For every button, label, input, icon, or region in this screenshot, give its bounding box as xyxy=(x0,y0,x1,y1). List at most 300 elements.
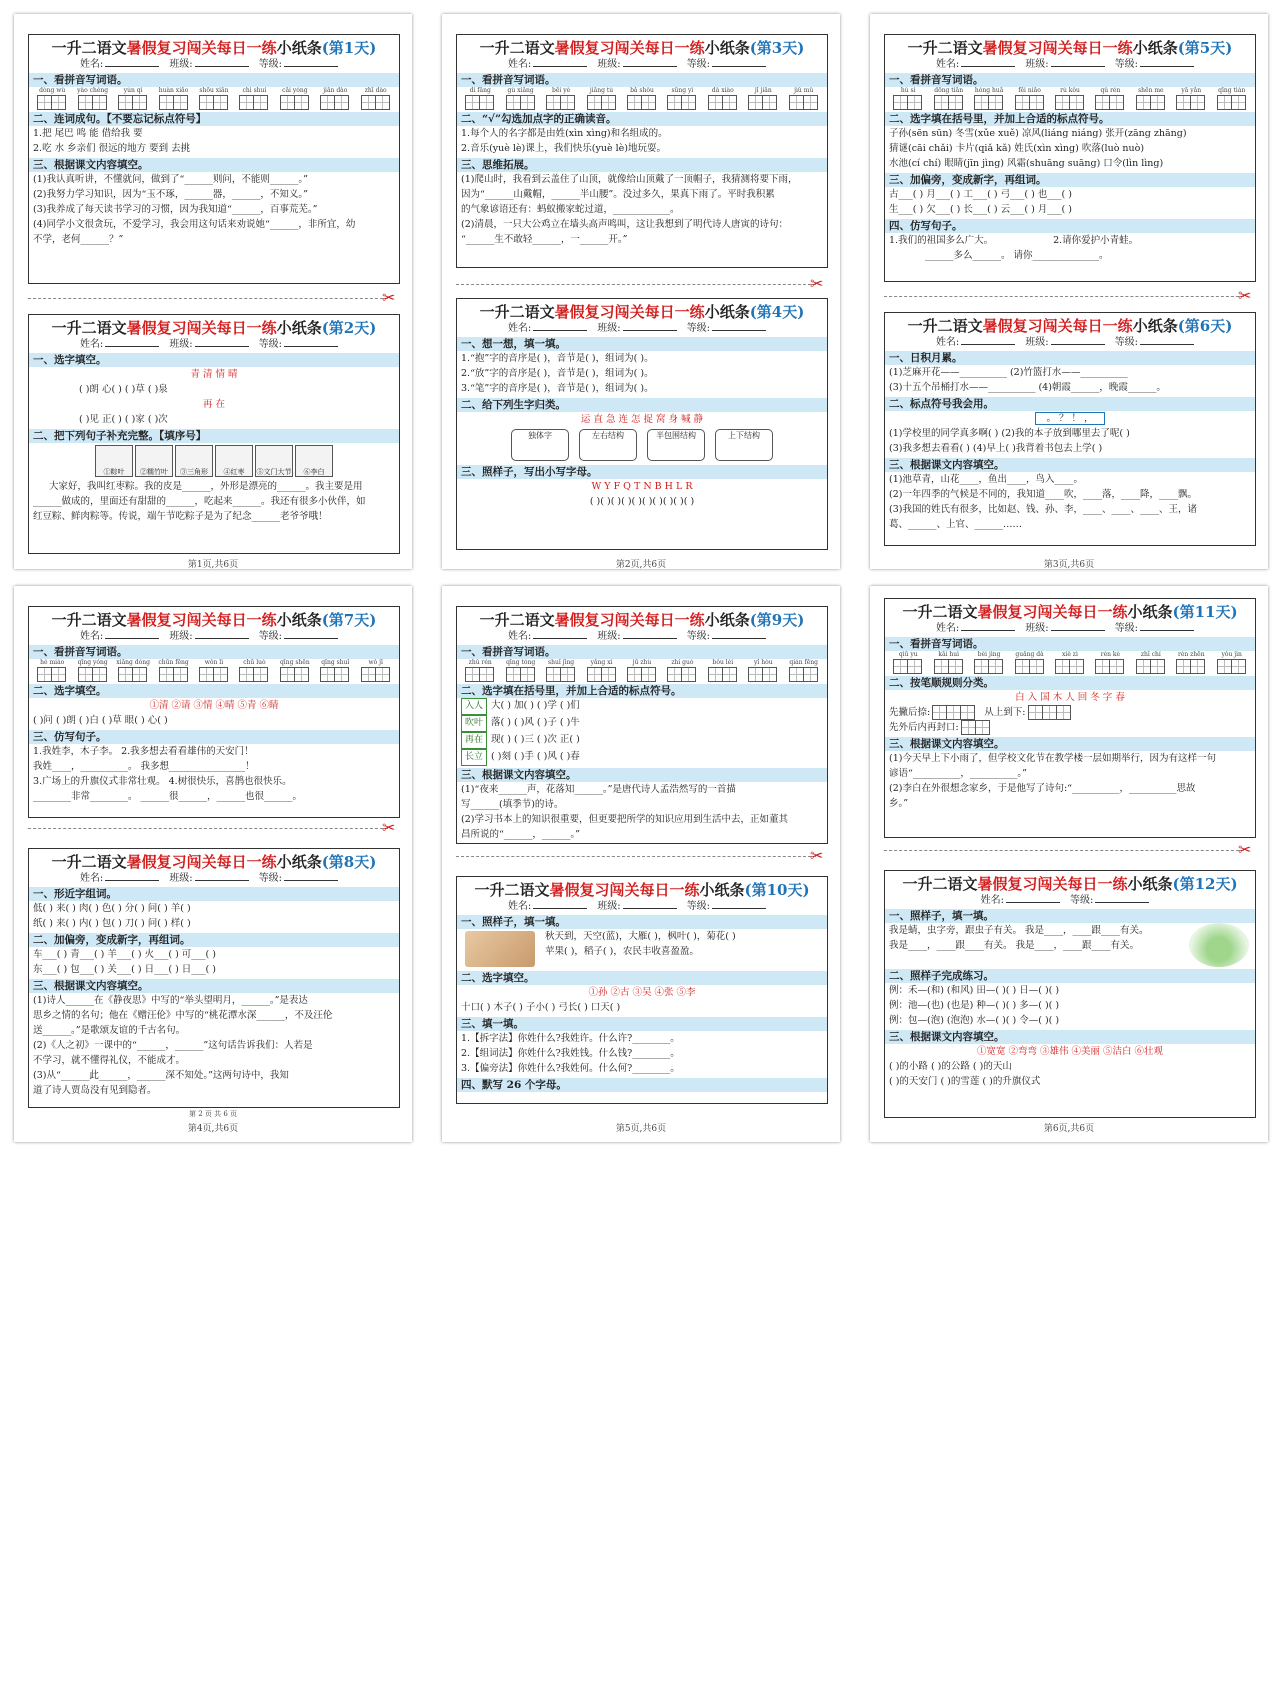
pinyin-label: chū luò xyxy=(243,659,266,666)
writing-cells xyxy=(1213,95,1251,110)
pinyin-label: hù sì xyxy=(900,87,916,94)
scissors-icon: ✂ xyxy=(382,818,396,837)
pinyin-label: zhí guó xyxy=(671,659,694,666)
pinyin-box xyxy=(461,659,499,682)
pinyin-box xyxy=(1091,87,1129,110)
pinyin-label: zhī dào xyxy=(364,87,387,94)
pinyin-label: qīng shēn xyxy=(279,659,310,666)
char-list: 运 直 急 连 怎 捉 窝 身 喊 静 xyxy=(580,414,704,425)
slip-title: 一升二语文暑假复习闯关每日一练小纸条(第7天) xyxy=(51,611,377,629)
question-line: 例：池—(也) (也是) 种—( )( ) 多—( )( ) xyxy=(889,1000,1060,1011)
question-line: 1.把 尾巴 鸣 能 借给我 要 xyxy=(33,128,143,139)
question-line: (3)我养成了每天读书学习的习惯，因为我知道“______，百事荒芜。” xyxy=(33,204,318,215)
section-heading: 三、根据课文内容填空。 xyxy=(29,979,399,993)
writing-cells xyxy=(33,667,71,682)
question-line: (1)诗人______在《静夜思》中写的“举头望明月，______。”是表达 xyxy=(33,995,308,1006)
section-heading: 三、根据课文内容填空。 xyxy=(457,768,827,782)
question-line: 吹叶 落( ) ( )风 ( )子 ( )牛 xyxy=(457,715,827,732)
writing-cells xyxy=(623,95,661,110)
pinyin-label: jū zhù xyxy=(632,659,652,666)
question-line: 葛、______、上官、______…… xyxy=(889,519,1023,530)
cut-line xyxy=(456,856,816,857)
pinyin-box xyxy=(663,659,701,682)
word-pair: 再在 xyxy=(461,732,487,749)
slip-day-4 xyxy=(456,298,828,550)
question-line: 子孙(sēn sūn) 冬雪(xǔe xuě) 凉风(liáng niáng) 张开(zāng zhāng) xyxy=(889,128,1187,139)
pinyin-label: wǒn lì xyxy=(204,659,224,666)
pinyin-box xyxy=(195,659,233,682)
pinyin-box xyxy=(889,87,927,110)
question-line: 不学习，就不懂得礼仪，不能成才。 xyxy=(33,1055,186,1066)
question-line: (1)“夜来______声，花落知______。”是唐代诗人孟浩然写的一首描 xyxy=(461,784,736,795)
question-line: 1.我们的祖国多么广大。 2.请你爱护小青蛙。 xyxy=(889,235,1139,246)
writing-cells xyxy=(1132,659,1170,674)
question-line: 我是蜻，虫字旁，跟虫子有关。 我是____，____跟____有关。 xyxy=(889,925,1149,936)
pinyin-label: jǐ jiān xyxy=(754,87,772,94)
char-options: ①孙 ②古 ③吴 ④张 ⑤李 xyxy=(588,987,696,998)
question-line: 因为“______山戴帽，______半山腰”。没过多久，果真下雨了。平时我积累 xyxy=(461,189,775,200)
pinyin-label: wǒ jī xyxy=(368,659,383,666)
question-line: (2)《人之初》一课中的“______，______”这句话告诉我们：人若是 xyxy=(33,1040,313,1051)
section-heading: 四、默写 26 个字母。 xyxy=(457,1078,827,1092)
pinyin-box xyxy=(663,87,701,110)
pinyin-box xyxy=(114,87,152,110)
paragraph-line: ______做成的，里面还有甜甜的______，吃起来______。我还有很多小伙伴，如 xyxy=(33,496,366,507)
pinyin-label: chūn fēng xyxy=(158,659,189,666)
student-info: 姓名: 班级: 等级: xyxy=(29,871,399,885)
pinyin-box xyxy=(542,87,580,110)
word-pair: 入人 xyxy=(461,698,487,715)
question-line: 我是____，____跟____有关。 我是____，____跟____有关。 xyxy=(889,940,1140,951)
student-info: 姓名: 班级: 等级: xyxy=(457,321,827,335)
punctuation-box: 。 ？ ！ ， xyxy=(1035,412,1104,425)
question-line: 东___( ) 包___( ) 关___( ) 日___( ) 日___( ) xyxy=(33,964,216,975)
section-heading: 三、填一填。 xyxy=(457,1017,827,1031)
pinyin-box xyxy=(195,87,233,110)
paragraph-line: 大家好，我叫红枣粽。我的皮是______，外形是漂亮的______。我主要是用 xyxy=(49,481,363,492)
slip-title: 一升二语文暑假复习闯关每日一练小纸条(第6天) xyxy=(907,317,1233,335)
page-number-small: 第 2 页 共 6 页 xyxy=(188,1110,238,1118)
pinyin-label: sūng yì xyxy=(671,87,694,94)
section-heading: 二、选字填在括号里，并加上合适的标点符号。 xyxy=(457,684,827,698)
question-line: 水池(cí chí) 眼睛(jīn jìng) 风霜(shuāng suāng) 口令(lìn lìng) xyxy=(889,158,1164,169)
pinyin-label: zhǔ rén xyxy=(468,659,492,666)
word-pair: 吹叶 xyxy=(461,715,487,732)
pinyin-label: qiū yu xyxy=(898,651,918,658)
slip-title: 一升二语文暑假复习闯关每日一练小纸条(第8天) xyxy=(51,853,377,871)
pinyin-box xyxy=(316,87,354,110)
writing-cells xyxy=(1010,95,1048,110)
pinyin-box xyxy=(623,87,661,110)
writing-cells xyxy=(1172,95,1210,110)
slip-title: 一升二语文暑假复习闯关每日一练小纸条(第5天) xyxy=(907,39,1233,57)
frog-illustration xyxy=(1189,923,1249,967)
page-2 xyxy=(442,14,840,569)
writing-cells xyxy=(316,95,354,110)
writing-cells xyxy=(1091,95,1129,110)
writing-cells xyxy=(889,95,927,110)
student-info: 姓名: 班级: 等级: xyxy=(457,629,827,643)
writing-cells xyxy=(970,95,1008,110)
answer-parens: ( )( )( )( )( )( )( )( )( )( ) xyxy=(589,496,695,507)
writing-cells xyxy=(970,659,1008,674)
pinyin-grid xyxy=(457,659,827,682)
writing-cells xyxy=(1010,659,1048,674)
pinyin-label: bēi yè xyxy=(552,87,571,94)
page-4 xyxy=(14,586,412,1142)
page-1 xyxy=(14,14,412,569)
slip-day-11 xyxy=(884,598,1256,838)
pinyin-label: qǔ rén xyxy=(1100,87,1121,94)
writing-cells xyxy=(542,95,580,110)
structure-box: 独体字 xyxy=(511,429,569,461)
question-line: 我姓____，__________。 我多想________________！ xyxy=(33,761,255,772)
student-info: 姓名: 班级: 等级: xyxy=(885,57,1255,71)
section-heading: 三、根据课文内容填空。 xyxy=(29,158,399,172)
slip-day-6 xyxy=(884,312,1256,546)
pinyin-label: qián fēng xyxy=(789,659,819,666)
char-options: ①清 ②请 ③情 ④晴 ⑤青 ⑥睛 xyxy=(149,700,279,711)
zongzi-picture: ①粽叶 xyxy=(95,445,133,477)
question-line: (3)从“______此______，______深不知处。”这两句诗中，我知 xyxy=(33,1070,289,1081)
section-heading: 二、连词成句。【不要忘记标点符号】 xyxy=(29,112,399,126)
question-line: (2)学习书本上的知识很重要，但更要把所学的知识应用到生活中去，正如董其 xyxy=(461,814,788,825)
pinyin-label: guǎng dà xyxy=(1015,651,1044,658)
pinyin-box xyxy=(744,659,782,682)
pinyin-grid xyxy=(457,87,827,110)
question-line: (1)今天早上下小雨了，但学校文化节在教学楼一层如期举行，因为有这样一句 xyxy=(889,753,1216,764)
zongzi-picture: ③三角形 xyxy=(175,445,213,477)
slip-title: 一升二语文暑假复习闯关每日一练小纸条(第12天) xyxy=(902,875,1238,893)
student-info: 姓名: 班级: 等级: xyxy=(29,57,399,71)
writing-cells xyxy=(1132,95,1170,110)
pinyin-label: yǐ hòu xyxy=(754,659,773,666)
question-line: (1)池草青，山花____，鱼出____，鸟入____。 xyxy=(889,474,1083,485)
question-line: 秋天到，天空(蓝)，大雁( )，枫叶( )，菊花( ) xyxy=(545,931,736,942)
pinyin-box xyxy=(276,659,314,682)
slip-day-10 xyxy=(456,876,828,1104)
slip-day-1 xyxy=(28,34,400,284)
zongzi-picture: ②糯竹叶 xyxy=(135,445,173,477)
slip-title: 一升二语文暑假复习闯关每日一练小纸条(第3天) xyxy=(479,39,805,57)
question-line: 猜谜(cāi chǎi) 卡片(qiǎ kǎ) 姓氏(xìn xìng) 吹落(luò nuò) xyxy=(889,143,1145,154)
question-line: (1)我认真听讲，不懂就问，做到了“______则问，不能则______。” xyxy=(33,174,308,185)
pinyin-box xyxy=(889,651,927,674)
question-line: 2.吃 水 乡亲们 很远的地方 要到 去挑 xyxy=(33,143,191,154)
writing-cells xyxy=(461,95,499,110)
char-list: 白 入 国 木 人 回 冬 字 春 xyxy=(1015,692,1125,703)
word-pair: 长立 xyxy=(461,749,487,766)
pinyin-box xyxy=(357,659,395,682)
pinyin-box xyxy=(276,87,314,110)
question-line: 写______(填季节)的诗。 xyxy=(461,799,564,810)
slip-day-3 xyxy=(456,34,828,268)
writing-cells xyxy=(542,667,580,682)
question-line: 昌所说的“______，______。” xyxy=(461,829,580,840)
writing-cells xyxy=(1213,659,1251,674)
pinyin-box xyxy=(744,87,782,110)
question-line: 不学，老何______？” xyxy=(33,234,124,245)
pinyin-label: dōng tiān xyxy=(934,87,964,94)
pinyin-box xyxy=(970,87,1008,110)
writing-cells xyxy=(623,667,661,682)
question-line: 十口( ) 木子( ) 子小( ) 弓长( ) 口天( ) xyxy=(461,1002,621,1013)
pinyin-box xyxy=(1091,651,1129,674)
section-heading: 三、照样子，写出小写字母。 xyxy=(457,465,827,479)
question-line: 1.每个人的名字都是由姓(xìn xìng)和名组成的。 xyxy=(461,128,668,139)
question-line: (4)同学小文很贪玩，不爱学习，我会用这句话来劝说她“______，非所宜，幼 xyxy=(33,219,356,230)
zongzi-picture: ④红枣 xyxy=(215,445,253,477)
pinyin-box xyxy=(501,659,539,682)
pinyin-label: rèn kè xyxy=(1100,651,1121,658)
pinyin-label: rèn zhēn xyxy=(1177,651,1205,658)
pinyin-label: dà xiào xyxy=(711,87,734,94)
pinyin-box xyxy=(1132,651,1170,674)
pinyin-label: hóng huā xyxy=(974,87,1004,94)
pinyin-label: yào chéng xyxy=(77,87,109,94)
question-line: 例：禾—(和) (和风) 田—( )( ) 日—( )( ) xyxy=(889,985,1060,996)
pinyin-label: jiǔ mǔ xyxy=(794,87,814,94)
writing-cells xyxy=(582,95,620,110)
structure-boxes xyxy=(457,427,827,463)
pinyin-box xyxy=(114,659,152,682)
pinyin-box xyxy=(316,659,354,682)
question-line: 生___( ) 欠___( ) 长___( ) 云___( ) 月___( ) xyxy=(889,204,1072,215)
char-options: 青 清 情 晴 xyxy=(190,369,238,380)
pinyin-label: gù xiāng xyxy=(507,87,534,94)
pinyin-grid xyxy=(29,87,399,110)
section-heading: 三、根据课文内容填空。 xyxy=(885,458,1255,472)
paragraph-line: 红豆粽、鲜肉粽等。传说，端午节吃粽子是为了纪念______老爷爷哦！ xyxy=(33,511,328,522)
pinyin-box xyxy=(461,87,499,110)
writing-cells xyxy=(73,667,111,682)
page-number: 第3页,共6页 xyxy=(1043,560,1095,570)
pinyin-label: yǎng xì xyxy=(590,659,613,666)
letter-list: W Y F Q T N B H L R xyxy=(591,481,693,492)
writing-cells xyxy=(276,667,314,682)
question-line: 送______。”是歌颂友谊的千古名句。 xyxy=(33,1025,186,1036)
writing-cells xyxy=(195,667,233,682)
scissors-icon: ✂ xyxy=(382,288,396,307)
question-line: (1)芝麻开花——__________ (2)竹篮打水——__________ xyxy=(889,367,1128,378)
question-line: (2)我努力学习知识，因为“玉不琢，______器，______，不知义。” xyxy=(33,189,308,200)
pinyin-box xyxy=(704,659,742,682)
pinyin-box xyxy=(785,87,823,110)
question-line: 古___( ) 月___( ) 工___( ) 弓___( ) 也___( ) xyxy=(889,189,1072,200)
pinyin-label: yā yǎn xyxy=(1181,87,1202,94)
question-line: ( )问 ( )朗 ( )白 ( )草 眼( ) 心( ) xyxy=(33,715,168,726)
pinyin-label: shuǐ jīng xyxy=(548,659,575,666)
section-heading: 一、看拼音写词语。 xyxy=(885,73,1255,87)
writing-cells xyxy=(235,667,273,682)
section-heading: 三、根据课文内容填空。 xyxy=(885,1030,1255,1044)
section-heading: 一、想一想，填一填。 xyxy=(457,337,827,351)
pinyin-box xyxy=(929,87,967,110)
writing-cells xyxy=(114,667,152,682)
section-heading: 一、看拼音写词语。 xyxy=(29,73,399,87)
question-line: ( )见 正( ) ( )家 ( )次 xyxy=(79,414,168,425)
pinyin-label: dòng wù xyxy=(39,87,66,94)
writing-cells xyxy=(357,667,395,682)
pinyin-box xyxy=(1010,87,1048,110)
structure-box: 上下结构 xyxy=(715,429,773,461)
writing-cells xyxy=(1051,659,1089,674)
section-heading: 一、照样子，填一填。 xyxy=(457,915,827,929)
question-line: 1.“抱”字的音序是( )，音节是( )，组词为( )。 xyxy=(461,353,654,364)
slip-title: 一升二语文暑假复习闯关每日一练小纸条(第9天) xyxy=(479,611,805,629)
section-heading: 一、看拼音写词语。 xyxy=(885,637,1255,651)
section-heading: 四、仿写句子。 xyxy=(885,219,1255,233)
pinyin-box xyxy=(623,659,661,682)
page-5 xyxy=(442,586,840,1142)
question-line: 车___( ) 青___( ) 羊___( ) 火___( ) 可___( ) xyxy=(33,949,216,960)
structure-box: 左右结构 xyxy=(579,429,637,461)
cut-line xyxy=(28,298,388,299)
pinyin-box xyxy=(357,87,395,110)
pinyin-label: qīng shuǐ xyxy=(321,659,350,666)
pinyin-box xyxy=(785,659,823,682)
pinyin-box xyxy=(33,659,71,682)
writing-cells xyxy=(154,667,192,682)
question-line: (3)我多想去看看( ) (4)早上( )我背着书包去上学( ) xyxy=(889,443,1103,454)
question-line: 的气象谚语还有：蚂蚁搬家蛇过道，____________。 xyxy=(461,204,680,215)
section-heading: 一、看拼音写词语。 xyxy=(29,645,399,659)
autumn-illustration xyxy=(465,931,535,967)
pinyin-label: rú kǒu xyxy=(1060,87,1080,94)
writing-cells xyxy=(1051,95,1089,110)
pinyin-label: fēi niǎo xyxy=(1018,87,1041,94)
writing-cells xyxy=(357,95,395,110)
section-heading: 二、选字填空。 xyxy=(457,971,827,985)
pinyin-box xyxy=(970,651,1008,674)
pinyin-box xyxy=(1172,87,1210,110)
pinyin-label: bǎ shǒu xyxy=(630,87,654,94)
writing-cells xyxy=(744,95,782,110)
question-line: 3.广场上的升旗仪式非常壮观。 4.树很快乐，喜鹊也很快乐。 xyxy=(33,776,292,787)
page-number: 第2页,共6页 xyxy=(615,560,667,570)
pinyin-grid xyxy=(29,659,399,682)
question-line: 2.音乐(yuè lè)课上，我们快乐(yuè lè)地玩耍。 xyxy=(461,143,666,154)
writing-cells xyxy=(929,95,967,110)
pinyin-label: yǒu jìn xyxy=(1221,651,1242,658)
pinyin-box xyxy=(154,659,192,682)
page-6 xyxy=(870,586,1268,1142)
section-heading: 三、根据课文内容填空。 xyxy=(885,737,1255,751)
pinyin-box xyxy=(1132,87,1170,110)
slip-title: 一升二语文暑假复习闯关每日一练小纸条(第4天) xyxy=(479,303,805,321)
pinyin-box xyxy=(1051,651,1089,674)
section-heading: 二、“√”勾选加点字的正确读音。 xyxy=(457,112,827,126)
question-line: 苹果( )，稻子( )，农民丰收喜盈盈。 xyxy=(545,946,699,957)
scissors-icon: ✂ xyxy=(1238,840,1252,859)
writing-cells xyxy=(114,95,152,110)
writing-cells xyxy=(704,667,742,682)
scissors-icon: ✂ xyxy=(810,846,824,865)
question-line: (1)学校里的同学真多啊( ) (2)我的本子放到哪里去了呢( ) xyxy=(889,428,1130,439)
slip-title: 一升二语文暑假复习闯关每日一练小纸条(第10天) xyxy=(474,881,810,899)
pinyin-box xyxy=(235,87,273,110)
question-line: ______多么______。 请你______________。 xyxy=(925,250,1109,261)
question-line: 再在 现( ) ( )三 ( )次 正( ) xyxy=(457,732,827,749)
writing-cells xyxy=(461,667,499,682)
question-line: 长立 ( )刻 ( )手 ( )风 ( )春 xyxy=(457,749,827,766)
pinyin-label: kāi huì xyxy=(938,651,959,658)
section-heading: 一、选字填空。 xyxy=(29,353,399,367)
word-options: ①宽宽 ②弯弯 ③雄伟 ④美丽 ⑤洁白 ⑥壮观 xyxy=(976,1046,1164,1057)
zongzi-pictures xyxy=(29,445,399,477)
question-line: ________非常________。 ______很______，______也很______。 xyxy=(33,791,303,802)
zongzi-picture: ⑥李白 xyxy=(295,445,333,477)
pinyin-box xyxy=(1172,651,1210,674)
pinyin-box xyxy=(73,659,111,682)
zongzi-picture: ⑤文门大节 xyxy=(255,445,293,477)
section-heading: 二、给下列生字归类。 xyxy=(457,398,827,412)
slip-title: 一升二语文暑假复习闯关每日一练小纸条(第1天) xyxy=(51,39,377,57)
pinyin-box xyxy=(33,87,71,110)
student-info: 姓名: 班级: 等级: xyxy=(29,629,399,643)
pinyin-label: qīng tián xyxy=(1218,87,1246,94)
section-heading: 二、选字填空。 xyxy=(29,684,399,698)
writing-cells xyxy=(785,95,823,110)
question-line: ( )朗 心( ) ( )草 ( )泉 xyxy=(79,384,168,395)
pinyin-label: bèi jìng xyxy=(977,651,1001,658)
pinyin-label: xiě zì xyxy=(1062,651,1078,658)
writing-cells xyxy=(663,667,701,682)
section-heading: 三、加偏旁，变成新字，再组词。 xyxy=(885,173,1255,187)
pinyin-box xyxy=(582,87,620,110)
pinyin-box xyxy=(542,659,580,682)
student-info: 姓名: 班级: 等级: xyxy=(885,335,1255,349)
slip-day-9 xyxy=(456,606,828,844)
page-number: 第5页,共6页 xyxy=(615,1124,667,1134)
pinyin-label: shōu xiān xyxy=(199,87,229,94)
writing-cells xyxy=(33,95,71,110)
slip-day-5 xyxy=(884,34,1256,282)
section-heading: 一、看拼音写词语。 xyxy=(457,645,827,659)
section-heading: 一、形近字组词。 xyxy=(29,887,399,901)
char-options: 再 在 xyxy=(202,399,226,410)
pinyin-label: hé miáo xyxy=(40,659,65,666)
question-line: 思乡之情的名句；他在《赠汪伦》中写的“桃花潭水深______，不及汪伦 xyxy=(33,1010,333,1021)
question-line: 1.【拆字法】你姓什么?我姓许。什么许?________。 xyxy=(461,1033,680,1044)
writing-cells xyxy=(316,667,354,682)
structure-box: 半包围结构 xyxy=(647,429,705,461)
question-line: 低( ) 来( ) 肉( ) 色( ) 分( ) 问( ) 羊( ) xyxy=(33,903,191,914)
scissors-icon: ✂ xyxy=(810,274,824,293)
section-heading: 二、标点符号我会用。 xyxy=(885,397,1255,411)
slip-day-12 xyxy=(884,870,1256,1118)
slip-title: 一升二语文暑假复习闯关每日一练小纸条(第2天) xyxy=(51,319,377,337)
writing-cells xyxy=(929,659,967,674)
question-line: 2.【组词法】你姓什么?我姓钱。什么钱?________。 xyxy=(461,1048,680,1059)
slip-day-2 xyxy=(28,314,400,554)
section-heading: 三、思维拓展。 xyxy=(457,158,827,172)
writing-cells xyxy=(1172,659,1210,674)
cut-line xyxy=(456,284,816,285)
scissors-icon: ✂ xyxy=(1238,286,1252,305)
writing-cells xyxy=(785,667,823,682)
writing-cells xyxy=(154,95,192,110)
question-line: 入人 大( ) 加( ) ( )学 ( )们 xyxy=(457,698,827,715)
pinyin-box xyxy=(1051,87,1089,110)
question-line: 3.“笔”字的音序是( )，音节是( )，组词为( )。 xyxy=(461,383,654,394)
question-line: (2)李白在外很想念家乡，于是他写了诗句:“__________，__________思故 xyxy=(889,783,1196,794)
question-line: (2)一年四季的气候是不同的，我知道____吹，____落，____降，____飘。 xyxy=(889,489,1197,500)
pinyin-label: bǒu léi xyxy=(712,659,734,666)
student-info: 姓名: 班级: 等级: xyxy=(457,57,827,71)
question-line: (3)十五个吊桶打水——__________ (4)朝霞______，晚霞______。 xyxy=(889,382,1166,393)
question-line: 2.“放”字的音序是( )，音节是( )，组词为( )。 xyxy=(461,368,654,379)
